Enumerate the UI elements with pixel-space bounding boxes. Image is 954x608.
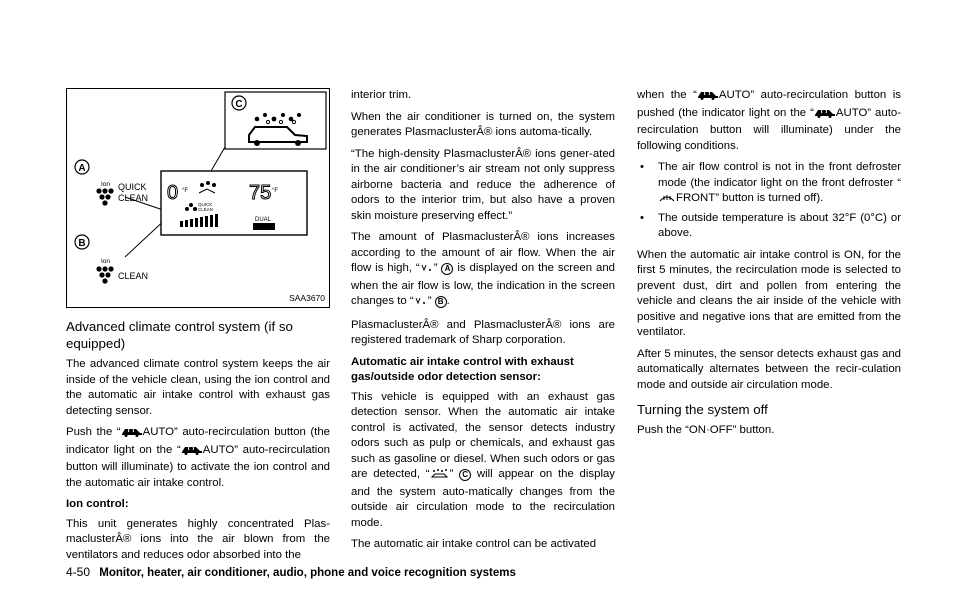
paragraph: PlasmaclusterÂ® and PlasmaclusterÂ® ions are registered trademark of Sharp corporation. xyxy=(351,318,615,346)
page-number: 4-50 xyxy=(66,565,91,579)
circle-a-marker: A xyxy=(441,263,453,275)
circle-b-label xyxy=(75,235,89,249)
section-heading-turning-off: Turning the system off xyxy=(637,402,768,417)
paragraph: when the “ AUTO” auto-recirculation button is pushed (the indicator light on the “ AUTO” auto-recirculation button will illuminate) under the following conditions. xyxy=(637,89,902,152)
paragraph: Push the “ AUTO” auto-recirculation button (the indicator light on the “ AUTO” auto-recirculation button will illuminate) to activate the ion control and the automatic air intake control. xyxy=(66,426,331,489)
paragraph: The advanced climate control system keeps the air inside of the vehicle clean, using the ion control and the automatic air intake control with exhaust gas detecting sensor. xyxy=(66,358,330,417)
list-item: • The air flow control is not in the front defroster mode (the indicator light on the front defroster “FRONT” button is turned off). xyxy=(658,160,901,209)
svg-text:0: 0 xyxy=(167,182,179,204)
paragraph: When the automatic air intake control is ON, for the first 5 minutes, the recirculation mode is selected to prevent dust, dirt and pollen from entering the vehicle and cleans the air inside of the vehicle with positive and negative ions that are emitted from the ventilator. xyxy=(637,248,901,338)
svg-text:B: B xyxy=(78,238,86,249)
svg-text:CLEAN: CLEAN xyxy=(118,193,149,203)
subheading-ion-control: Ion control: xyxy=(66,498,129,510)
svg-text:°F: °F xyxy=(182,188,189,194)
chapter-title: Monitor, heater, air conditioner, audio, phone and voice recognition systems xyxy=(99,567,516,579)
svg-text:Ion: Ion xyxy=(101,258,111,265)
svg-text:QUICK: QUICK xyxy=(118,182,147,192)
column-2 xyxy=(351,88,615,559)
exhaust-odor-icon xyxy=(430,468,450,485)
fan-low-icon xyxy=(414,296,428,312)
paragraph: The amount of PlasmaclusterÂ® ions increases according to the amount of air flow. When the air flow is high, “ ” A is displayed on the screen and when the air flow is low, the indication in the screen changes to “ ” B . xyxy=(351,230,615,312)
column-1 xyxy=(66,318,330,569)
svg-text:CLEAN: CLEAN xyxy=(198,207,214,212)
conditions-list xyxy=(637,160,901,242)
front-defroster-icon xyxy=(658,191,676,209)
fan-high-icon xyxy=(420,263,434,279)
svg-text:CLEAN: CLEAN xyxy=(118,271,149,281)
section-heading-climate: Advanced climate control system (if so equipped) xyxy=(66,319,293,351)
ion-clean-legend xyxy=(96,258,148,284)
paragraph: The automatic air intake control can be activated xyxy=(351,538,597,550)
paragraph: This unit generates highly concentrated Plas-maclusterÂ® ions into the air blown from the ventilators and reduces odor absorbed into the xyxy=(66,517,330,561)
svg-text:Ion: Ion xyxy=(101,181,111,188)
ion-quick-clean-legend xyxy=(96,181,148,206)
svg-text:QUICK: QUICK xyxy=(198,202,213,207)
climate-display-illustration xyxy=(67,89,329,307)
svg-text:A: A xyxy=(78,163,86,174)
car-recirculation-icon xyxy=(121,425,143,443)
circle-b-marker: B xyxy=(435,296,447,308)
svg-text:°F: °F xyxy=(272,188,279,194)
subheading-auto-intake: Automatic air intake control with exhaust gas/outside odor detection sensor: xyxy=(351,355,574,383)
svg-text:DUAL: DUAL xyxy=(255,217,272,223)
circle-c-marker: C xyxy=(459,469,471,481)
car-recirculation-icon xyxy=(697,88,719,106)
svg-text:75: 75 xyxy=(249,182,272,204)
car-recirculation-icon xyxy=(181,443,203,461)
paragraph: This vehicle is equipped with an exhaust gas detection sensor. When the automatic air intake control is activated, the sensor detects industry odors such as pulp or chemicals, and exhaust gas such as gasoline or diesel. When such odors or gas are detected, “ ” C will appear on the display and the system auto-matically changes from the outside air circulation mode to the recirculation mode. xyxy=(351,390,615,529)
figure-code: SAA3670 xyxy=(289,293,325,303)
paragraph: interior trim. xyxy=(351,89,412,101)
column-3 xyxy=(637,88,901,445)
paragraph: “The high-density PlasmaclusterÂ® ions gener-ated in the air conditioner’s air stream not only suppress airborne bacteria and reduce the adherence of odors to the interior trim, but also have a proven skin moisture preserving effect.” xyxy=(351,147,615,222)
paragraph: When the air conditioner is turned on, the system generates PlasmaclusterÂ® ions automa-tically. xyxy=(351,110,615,138)
page-footer xyxy=(66,565,516,579)
climate-display-figure xyxy=(66,88,330,308)
list-item: • The outside temperature is about 32°F (0°C) or above. xyxy=(658,211,901,242)
paragraph: Push the “ON·OFF” button. xyxy=(637,424,775,436)
svg-text:C: C xyxy=(235,99,243,110)
circle-a-label xyxy=(75,160,89,174)
paragraph: After 5 minutes, the sensor detects exhaust gas and automatically alternates between the recir-culation mode and outside air circulation mode. xyxy=(637,347,901,391)
car-recirculation-icon xyxy=(814,106,836,124)
